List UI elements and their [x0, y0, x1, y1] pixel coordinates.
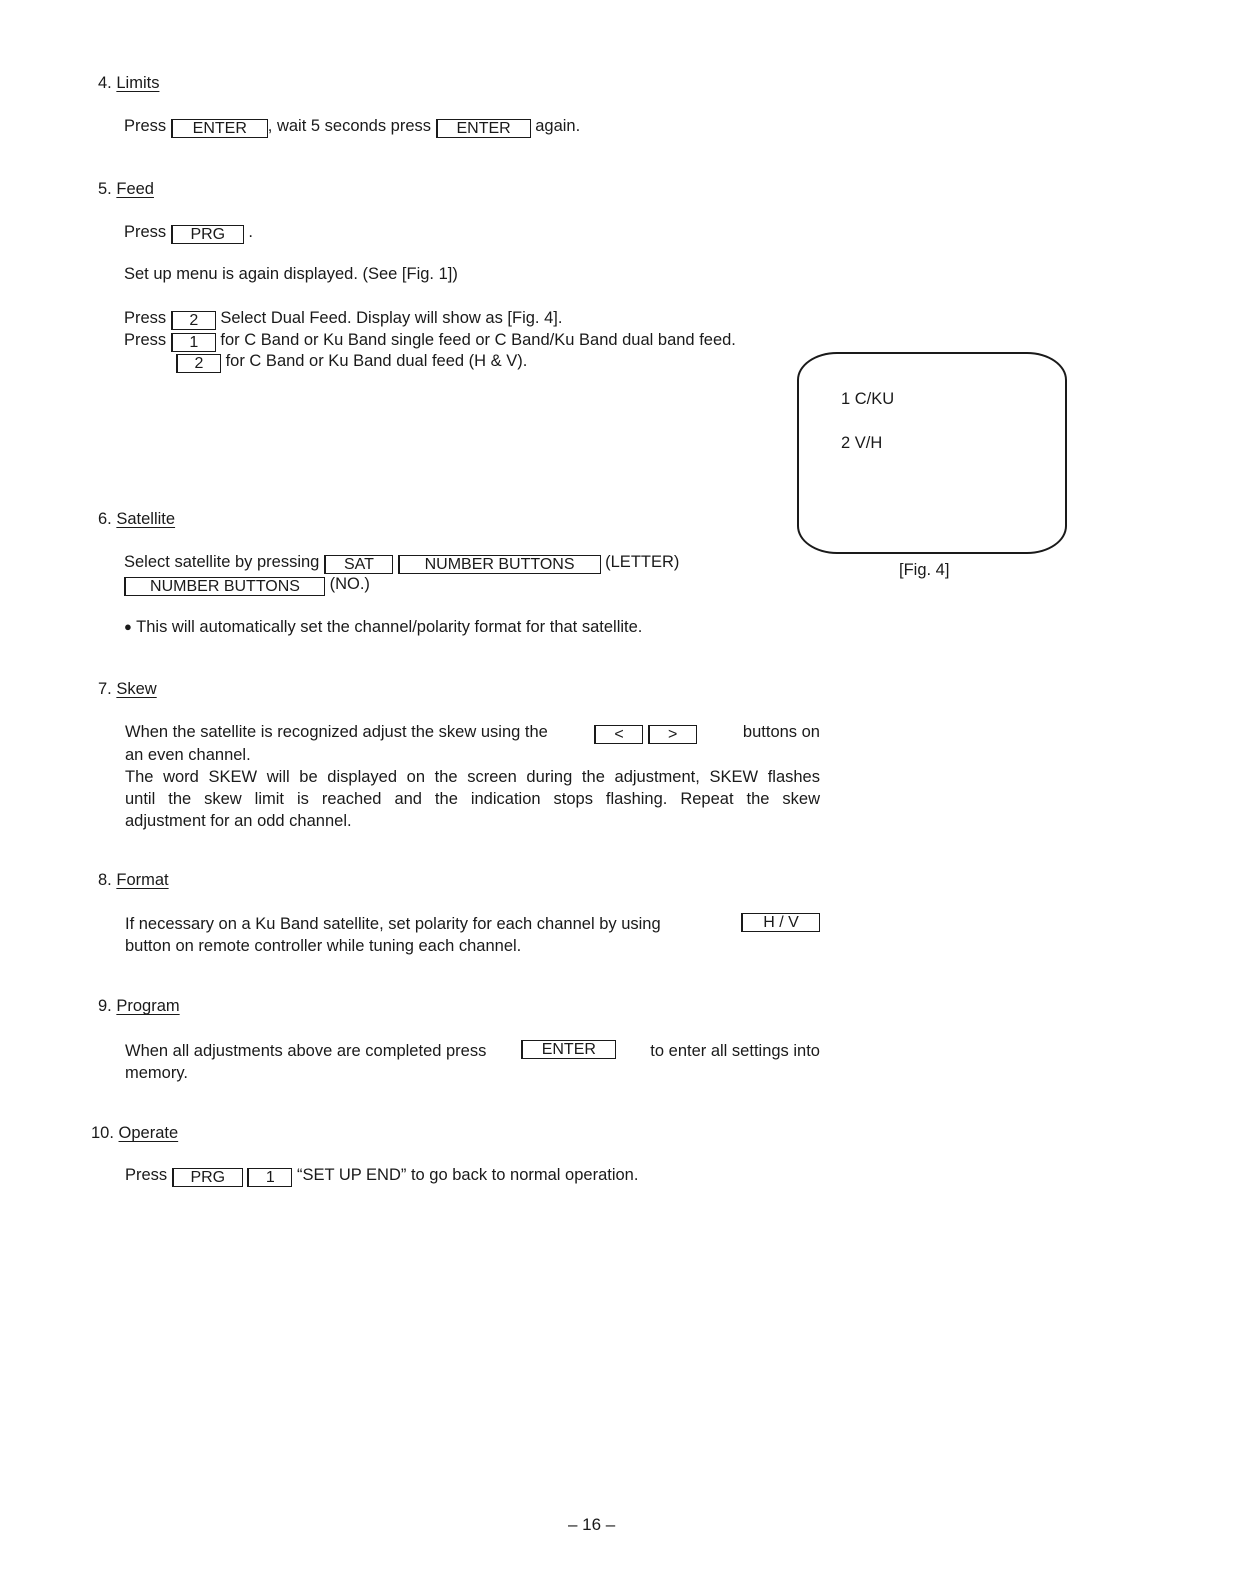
section-feed-heading [98, 180, 154, 199]
section-title: Limits [116, 74, 160, 92]
limits-instruction [124, 117, 580, 138]
text: Press [124, 309, 167, 327]
text: When the satellite is recognized adjust the skew using the [125, 723, 548, 741]
menu-item-c-ku: 1 C/KU [841, 390, 895, 408]
skew-line-5: adjustment for an odd channel. [125, 812, 352, 830]
arrow-keys [594, 721, 697, 744]
satellite-note [124, 618, 642, 637]
text: for C Band or Ku Band dual feed (H & V). [225, 352, 528, 370]
figure-caption: [Fig. 4] [899, 561, 950, 579]
section-number: 7. [98, 680, 112, 698]
program-line-1 [125, 1040, 820, 1062]
number-buttons-key: NUMBER BUTTONS [398, 555, 601, 574]
text: If necessary on a Ku Band satellite, set polarity for each channel by using [125, 915, 661, 933]
text: , wait 5 seconds press [267, 117, 432, 135]
section-skew-heading [98, 680, 157, 699]
feed-instruction-3 [124, 309, 562, 330]
left-arrow-key: < [594, 725, 643, 744]
number-buttons-key: NUMBER BUTTONS [124, 577, 325, 596]
section-number: 8. [98, 871, 112, 889]
skew-paragraph [125, 721, 820, 832]
feed-instruction-4 [124, 331, 736, 352]
text: Press [124, 331, 167, 349]
text: (NO.) [329, 575, 370, 593]
two-key: 2 [171, 311, 216, 330]
section-operate-heading [91, 1124, 178, 1143]
text: When all adjustments above are completed press [125, 1042, 487, 1060]
enter-key: ENTER [436, 119, 531, 138]
section-number: 4. [98, 74, 112, 92]
enter-key: ENTER [521, 1040, 616, 1059]
text: to enter all settings into [650, 1042, 820, 1060]
text: buttons on [742, 723, 820, 741]
skew-line-2: an even channel. [125, 746, 251, 764]
section-title: Format [116, 871, 169, 889]
satellite-instruction-1 [124, 553, 679, 574]
section-limits-heading [98, 74, 159, 93]
format-line-2: button on remote controller while tuning each channel. [125, 937, 522, 955]
text: for C Band or Ku Band single feed or C Band/Ku Band dual band feed. [220, 331, 736, 349]
format-line-1 [125, 913, 820, 935]
one-key: 1 [247, 1168, 292, 1187]
menu-item-v-h: 2 V/H [841, 434, 883, 452]
text: again. [535, 117, 581, 135]
section-number: 5. [98, 180, 112, 198]
section-number: 9. [98, 997, 112, 1015]
format-paragraph [125, 913, 820, 957]
sat-key: SAT [324, 555, 393, 574]
skew-line-1 [125, 721, 820, 744]
section-number: 10. [91, 1124, 114, 1142]
skew-line-3: The word SKEW will be displayed on the screen during the adjustment, SKEW flashes [125, 768, 820, 786]
text: Press [124, 223, 167, 241]
program-line-2: memory. [125, 1064, 188, 1082]
text: Select Dual Feed. Display will show as [Fig. 4]. [220, 309, 563, 327]
prg-key: PRG [172, 1168, 243, 1187]
feed-instruction-5 [176, 352, 527, 373]
right-arrow-key: > [648, 725, 697, 744]
tv-screen-figure [797, 352, 1067, 554]
section-format-heading [98, 871, 169, 890]
skew-line-4: until the skew limit is reached and the indication stops flashing. Repeat the skew [125, 790, 820, 808]
text: . [248, 223, 253, 241]
program-paragraph [125, 1040, 820, 1084]
feed-instruction-2: Set up menu is again displayed. (See [Fig. 1]) [124, 265, 458, 283]
page-number: – 16 – [568, 1515, 616, 1534]
section-satellite-heading [98, 510, 175, 529]
section-number: 6. [98, 510, 112, 528]
bullet-icon: ● [124, 619, 132, 634]
text: Press [124, 117, 167, 135]
text: “SET UP END” to go back to normal operation. [296, 1166, 639, 1184]
operate-instruction [125, 1166, 638, 1187]
enter-key: ENTER [171, 119, 268, 138]
text: This will automatically set the channel/polarity format for that satellite. [136, 618, 643, 636]
satellite-instruction-2 [124, 575, 370, 596]
text: (LETTER) [605, 553, 680, 571]
section-title: Feed [116, 180, 154, 198]
one-key: 1 [171, 333, 216, 352]
prg-key: PRG [171, 225, 244, 244]
two-key: 2 [176, 354, 221, 373]
text: Select satellite by pressing [124, 553, 320, 571]
section-title: Satellite [116, 510, 176, 528]
hv-key: H / V [741, 913, 820, 932]
text: Press [125, 1166, 168, 1184]
feed-instruction-1 [124, 223, 253, 244]
section-program-heading [98, 997, 180, 1016]
section-title: Skew [116, 680, 157, 698]
section-title: Operate [118, 1124, 179, 1142]
section-title: Program [116, 997, 180, 1015]
